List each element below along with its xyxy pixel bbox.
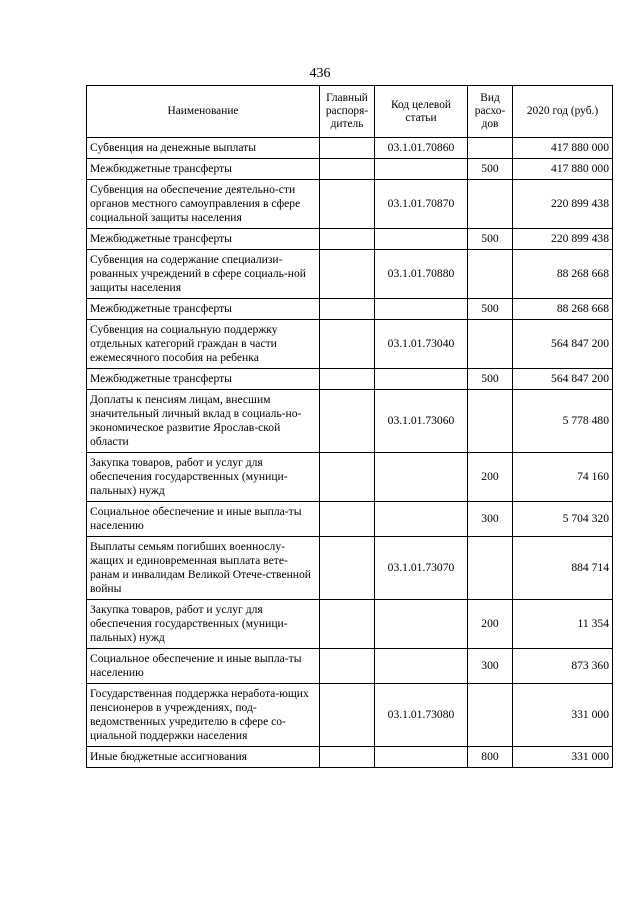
cell-expense-kind: 300 <box>468 502 513 537</box>
cell-name: Межбюджетные трансферты <box>87 369 320 390</box>
cell-sum: 331 000 <box>513 747 613 768</box>
cell-main-manager <box>320 138 375 159</box>
cell-sum: 74 160 <box>513 453 613 502</box>
cell-name: Субвенция на социальную поддержку отдельных категорий граждан в части ежемесячного пособия на ребенка <box>87 320 320 369</box>
cell-name: Выплаты семьям погибших военнослу-жащих и единовременная выплата вете-ранам и инвалидам Великой Отече-ственной войны <box>87 537 320 600</box>
table-row <box>87 138 613 159</box>
cell-expense-kind: 800 <box>468 747 513 768</box>
cell-expense-kind: 500 <box>468 299 513 320</box>
cell-sum: 11 354 <box>513 600 613 649</box>
cell-main-manager <box>320 684 375 747</box>
cell-expense-kind: 500 <box>468 159 513 180</box>
cell-name: Межбюджетные трансферты <box>87 229 320 250</box>
table-row <box>87 649 613 684</box>
cell-sum: 417 880 000 <box>513 159 613 180</box>
header-main-manager: Главный распоря-дитель <box>320 86 375 138</box>
cell-target-code: 03.1.01.70880 <box>375 250 468 299</box>
cell-target-code: 03.1.01.73040 <box>375 320 468 369</box>
cell-main-manager <box>320 747 375 768</box>
cell-main-manager <box>320 600 375 649</box>
table-header-row <box>87 86 613 138</box>
cell-sum: 220 899 438 <box>513 180 613 229</box>
cell-main-manager <box>320 369 375 390</box>
cell-sum: 884 714 <box>513 537 613 600</box>
cell-main-manager <box>320 537 375 600</box>
cell-name: Доплаты к пенсиям лицам, внесшим значительный личный вклад в социаль-но-экономическое развитие Ярослав-ской области <box>87 390 320 453</box>
cell-name: Межбюджетные трансферты <box>87 299 320 320</box>
cell-name: Социальное обеспечение и иные выпла-ты населению <box>87 649 320 684</box>
cell-expense-kind: 500 <box>468 369 513 390</box>
cell-target-code: 03.1.01.70860 <box>375 138 468 159</box>
cell-sum: 5 778 480 <box>513 390 613 453</box>
cell-sum: 873 360 <box>513 649 613 684</box>
table-row <box>87 537 613 600</box>
cell-expense-kind <box>468 537 513 600</box>
cell-name: Государственная поддержка неработа-ющих пенсионеров в учреждениях, под-ведомственных учредителю в сфере со-циальной поддержки населения <box>87 684 320 747</box>
cell-expense-kind <box>468 684 513 747</box>
cell-sum: 220 899 438 <box>513 229 613 250</box>
header-expense-kind: Вид расхо-дов <box>468 86 513 138</box>
cell-expense-kind: 200 <box>468 453 513 502</box>
cell-expense-kind <box>468 320 513 369</box>
cell-name: Закупка товаров, работ и услуг для обеспечения государственных (муници-пальных) нужд <box>87 600 320 649</box>
header-name: Наименование <box>87 86 320 138</box>
cell-target-code <box>375 369 468 390</box>
cell-expense-kind <box>468 180 513 229</box>
page-number: 436 <box>309 66 331 81</box>
table-row <box>87 299 613 320</box>
table-row <box>87 684 613 747</box>
table-row <box>87 453 613 502</box>
cell-main-manager <box>320 180 375 229</box>
cell-main-manager <box>320 229 375 250</box>
cell-main-manager <box>320 649 375 684</box>
cell-name: Субвенция на денежные выплаты <box>87 138 320 159</box>
header-sum: 2020 год (руб.) <box>513 86 613 138</box>
cell-target-code <box>375 299 468 320</box>
cell-target-code <box>375 600 468 649</box>
table-row <box>87 180 613 229</box>
cell-name: Субвенция на содержание специализи-рованных учреждений в сфере социаль-ной защиты населения <box>87 250 320 299</box>
cell-main-manager <box>320 159 375 180</box>
cell-sum: 88 268 668 <box>513 299 613 320</box>
cell-expense-kind <box>468 250 513 299</box>
cell-sum: 564 847 200 <box>513 369 613 390</box>
cell-name: Субвенция на обеспечение деятельно-сти органов местного самоуправления в сфере социальной защиты населения <box>87 180 320 229</box>
cell-expense-kind: 500 <box>468 229 513 250</box>
cell-target-code: 03.1.01.73070 <box>375 537 468 600</box>
cell-main-manager <box>320 299 375 320</box>
cell-main-manager <box>320 453 375 502</box>
header-target-code: Код целевой статьи <box>375 86 468 138</box>
cell-expense-kind <box>468 390 513 453</box>
cell-target-code <box>375 502 468 537</box>
table-row <box>87 390 613 453</box>
cell-target-code <box>375 229 468 250</box>
cell-main-manager <box>320 502 375 537</box>
cell-sum: 417 880 000 <box>513 138 613 159</box>
table-row <box>87 600 613 649</box>
cell-name: Иные бюджетные ассигнования <box>87 747 320 768</box>
cell-main-manager <box>320 320 375 369</box>
table-row <box>87 747 613 768</box>
cell-sum: 564 847 200 <box>513 320 613 369</box>
cell-sum: 5 704 320 <box>513 502 613 537</box>
cell-target-code: 03.1.01.73080 <box>375 684 468 747</box>
cell-name: Социальное обеспечение и иные выпла-ты населению <box>87 502 320 537</box>
cell-target-code <box>375 159 468 180</box>
table-row <box>87 159 613 180</box>
cell-name: Межбюджетные трансферты <box>87 159 320 180</box>
cell-target-code: 03.1.01.73060 <box>375 390 468 453</box>
table-row <box>87 250 613 299</box>
cell-main-manager <box>320 250 375 299</box>
cell-expense-kind <box>468 138 513 159</box>
cell-sum: 331 000 <box>513 684 613 747</box>
budget-table <box>86 85 613 768</box>
cell-expense-kind: 300 <box>468 649 513 684</box>
cell-target-code <box>375 747 468 768</box>
table-row <box>87 320 613 369</box>
table-row <box>87 369 613 390</box>
cell-sum: 88 268 668 <box>513 250 613 299</box>
cell-expense-kind: 200 <box>468 600 513 649</box>
cell-target-code: 03.1.01.70870 <box>375 180 468 229</box>
table-row <box>87 502 613 537</box>
cell-main-manager <box>320 390 375 453</box>
cell-name: Закупка товаров, работ и услуг для обеспечения государственных (муници-пальных) нужд <box>87 453 320 502</box>
table-row <box>87 229 613 250</box>
cell-target-code <box>375 649 468 684</box>
cell-target-code <box>375 453 468 502</box>
